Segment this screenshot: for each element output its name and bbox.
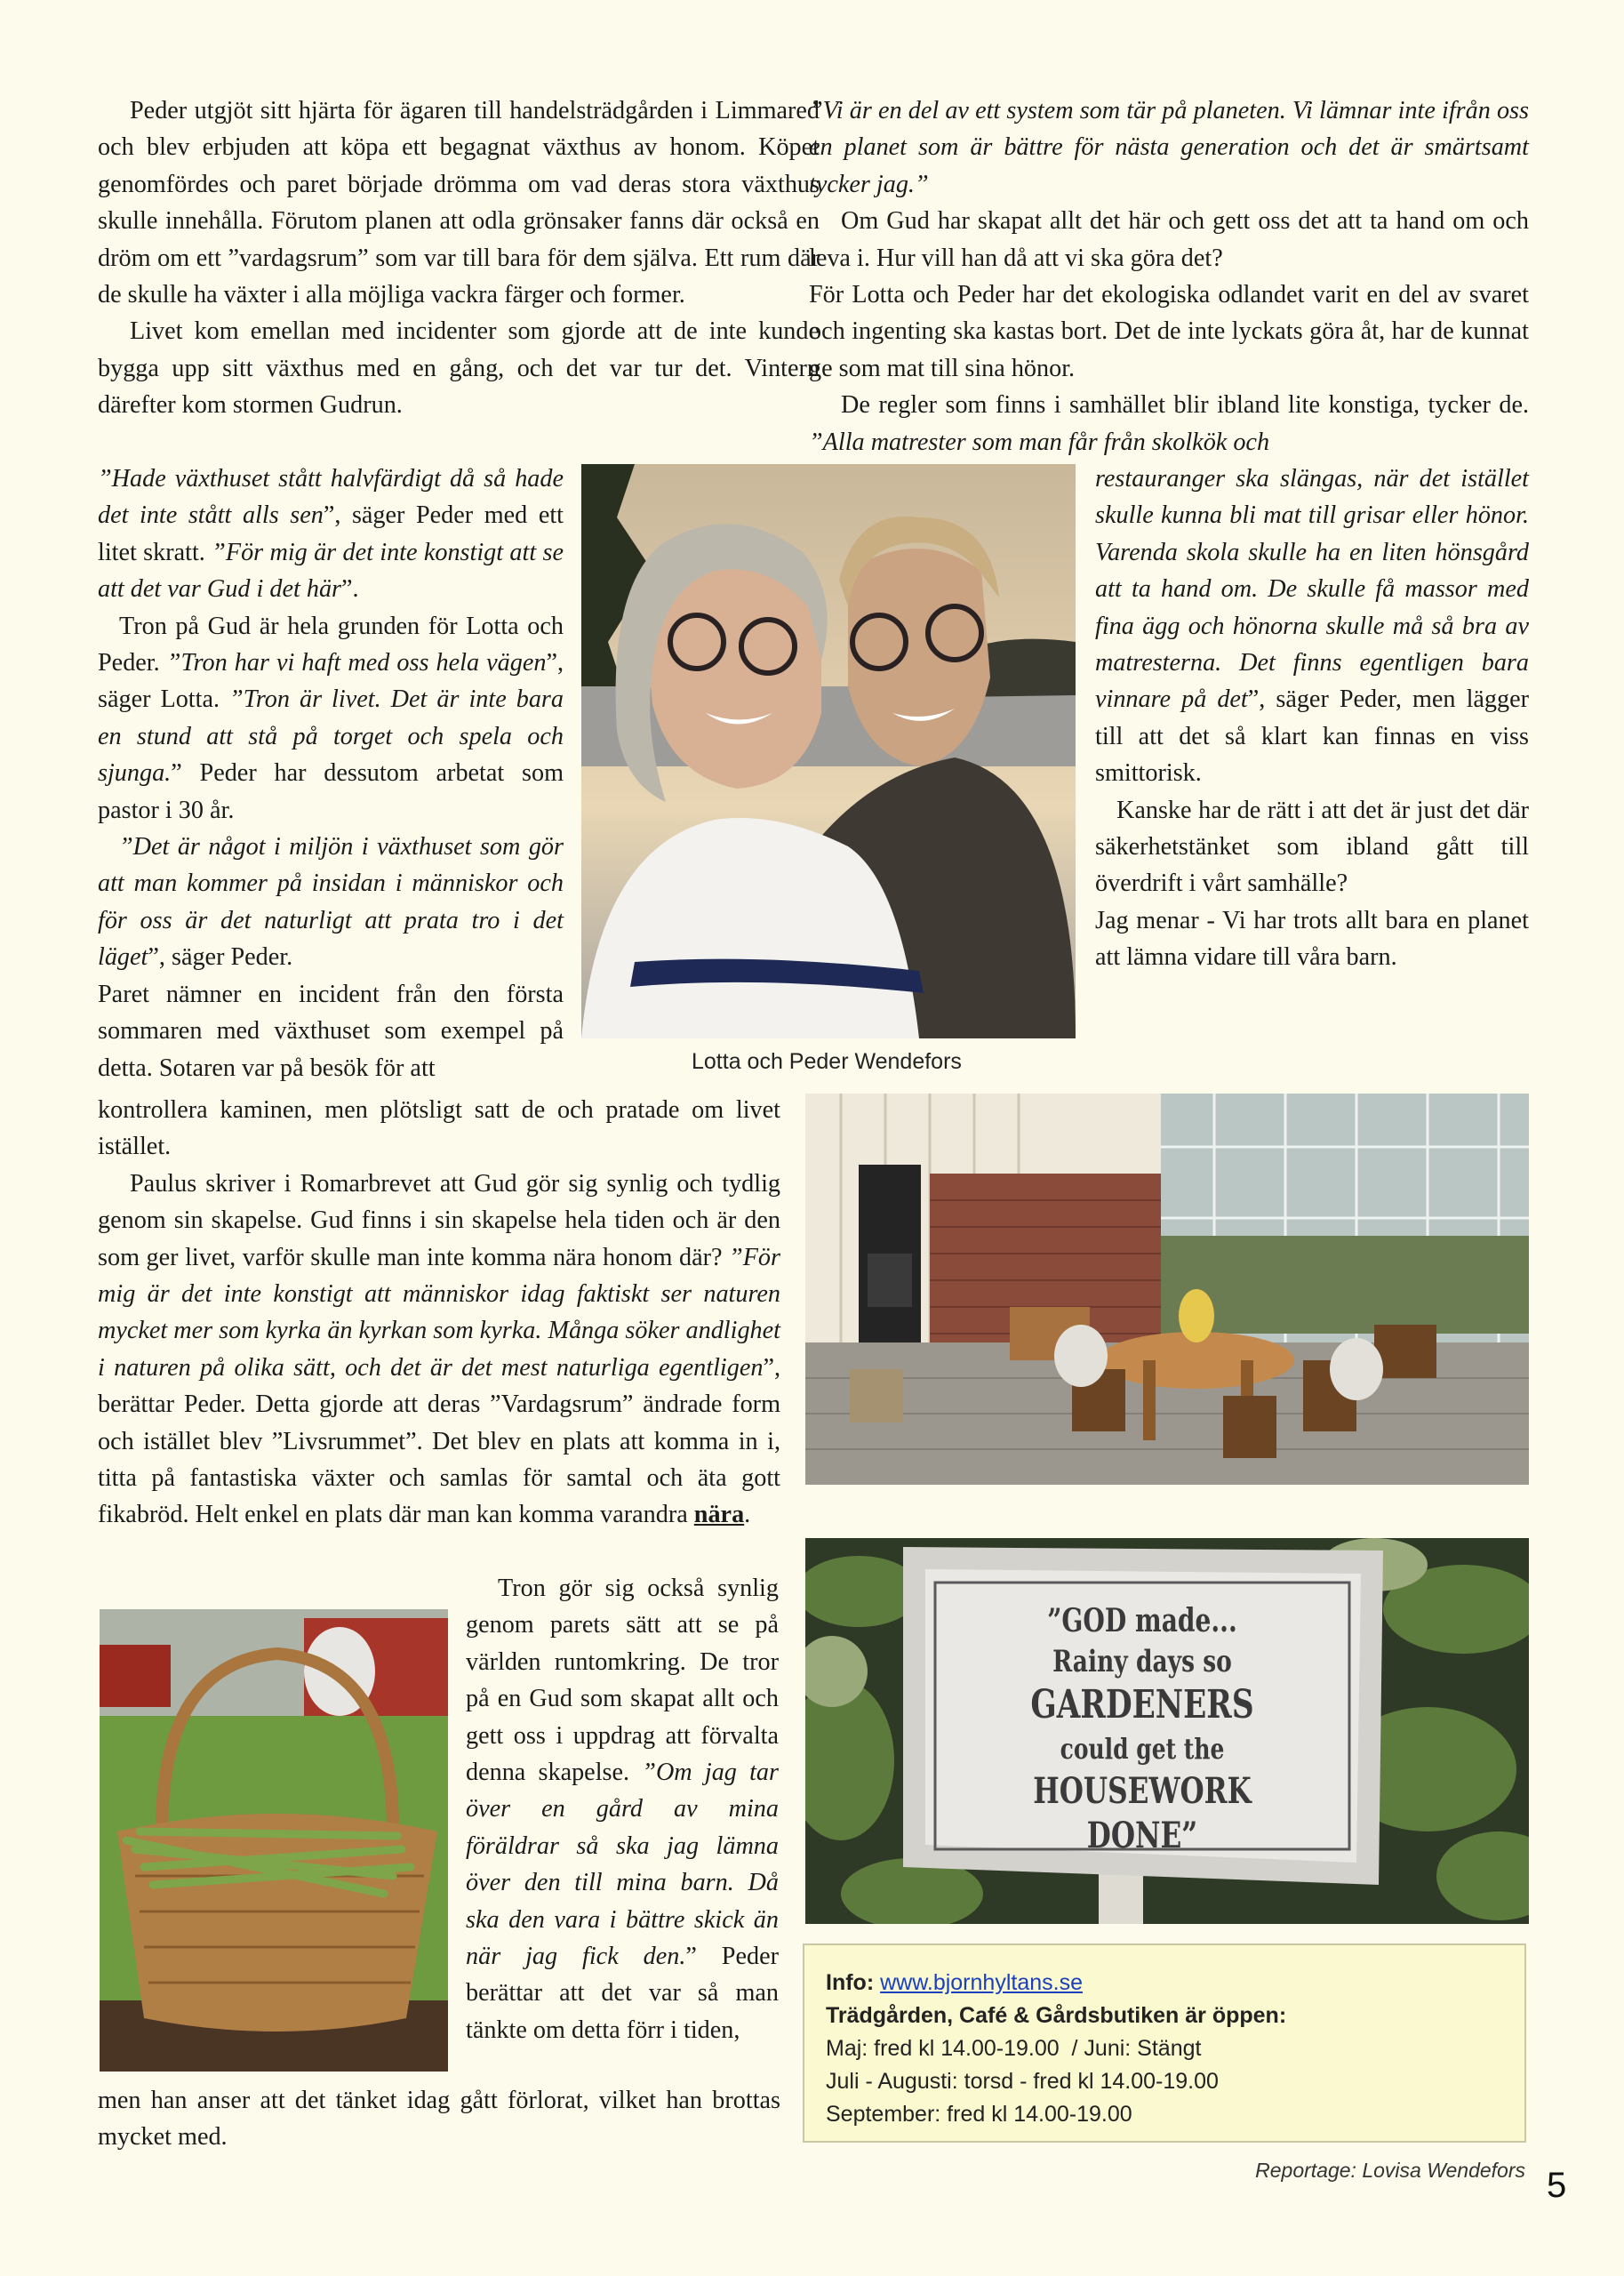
text: ”, säger Lotta. bbox=[98, 649, 564, 714]
text: ” Peder har dessutom arbetat som pastor i 30 år. bbox=[98, 759, 564, 824]
sign-line: could get the bbox=[1060, 1732, 1225, 1766]
quote: restauranger ska slängas, när det istället skulle kunna bli mat till grisar eller hönor. Varenda skola skulle ha en liten hönsgård att ta hand om. De skulle få massor med fina ägg och hönorna skulle må så bra av matresterna. Det finns egentligen bara vinnare på det bbox=[1095, 465, 1529, 714]
paragraph: För Lotta och Peder har det ekologiska odlandet varit en del av svaret och ingenting ska kastas bort. Det de inte lyckats göra åt, har de kunnat ge som mat till sina hönor. bbox=[809, 281, 1529, 382]
col1-top-text bbox=[98, 92, 820, 424]
quote: ”Alla matrester som man får från skolkök och bbox=[809, 428, 1270, 456]
text: Paulus skriver i Romarbrevet att Gud gör sig synlig och tydlig genom sin skapelse. Gud finns i sin skapelse hela tiden och är den som ger livet, varför skulle man inte komma nära honom där? bbox=[98, 1169, 780, 1271]
opening-hours-line: September: fred kl 14.00-19.00 bbox=[826, 2102, 1132, 2127]
col2-narrow-text bbox=[1095, 461, 1529, 976]
opening-hours-line: Juli - Augusti: torsd - fred kl 14.00-19.00 bbox=[826, 2069, 1219, 2094]
page-number: 5 bbox=[1547, 2166, 1567, 2205]
sign-line: ”GOD made... bbox=[1047, 1602, 1237, 1639]
paragraph: Om Gud har skapat allt det här och gett oss det att ta hand om och leva i. Hur vill han då att vi ska göra det? bbox=[809, 207, 1529, 272]
col1-beside-couple-photo bbox=[98, 461, 564, 1086]
sign-line: HOUSEWORK DONE” bbox=[1033, 1770, 1252, 1856]
text: Tron gör sig också synlig genom parets sätt att se på världen runtomkring. De tror på en Gud som skapat allt och gett oss i uppdrag att förvalta denna skapelse. bbox=[466, 1575, 779, 1787]
quote: ”Tron är livet. Det är inte bara en stund att stå på torget och spela och sjunga. bbox=[98, 685, 564, 788]
sign-line: GARDENERS bbox=[1030, 1682, 1254, 1727]
text: . bbox=[744, 1501, 751, 1529]
col1-wide-text bbox=[98, 1092, 780, 1534]
col1-bottom-text bbox=[98, 2082, 780, 2156]
paragraph: Peder utgjöt sitt hjärta för ägaren till handelsträdgården i Limmared och blev erbjuden att köpa ett begagnat växthus av honom. Köpet genomfördes och paret började drömma om vad deras stora växthus skulle innehålla. Förutom planen att odla grönsaker fanns där också en dröm om ett ”vardagsrum” som var till bara för dem själva. Ett rum där de skulle ha växter i alla möjliga vackra färger och former. bbox=[98, 97, 820, 309]
paragraph: men han anser att det tänket idag gått förlorat, vilket han brottas mycket med. bbox=[98, 2087, 780, 2152]
emphasis: nära bbox=[693, 1501, 745, 1529]
info-box bbox=[803, 1943, 1526, 2143]
sign-text bbox=[980, 1600, 1306, 1858]
paragraph bbox=[98, 829, 564, 976]
paragraph: Livet kom emellan med incidenter som gjorde att de inte kunde bygga upp sitt växthus med en gång, och det var tur det. Vintern därefter kom stormen Gudrun. bbox=[98, 317, 820, 420]
paragraph: Jag menar - Vi har trots allt bara en planet att lämna vidare till våra barn. bbox=[1095, 906, 1529, 972]
greenhouse-photo bbox=[805, 1094, 1529, 1485]
paragraph bbox=[466, 1570, 779, 2048]
paragraph bbox=[98, 608, 564, 829]
quote: ”För mig är det inte konstigt att människor idag faktiskt ser naturen mycket mer som kyrka än kyrkan som kyrka. Många söker andlighet i naturen på olika sätt, och det är det mest naturliga egentligen bbox=[98, 1243, 780, 1382]
photo-caption: Lotta och Peder Wendefors bbox=[692, 1049, 962, 1074]
asparagus-basket-photo bbox=[100, 1609, 448, 2072]
couple-photo bbox=[581, 464, 1076, 1038]
paragraph bbox=[809, 92, 1529, 203]
text: ”. bbox=[341, 575, 359, 604]
opening-hours-heading: Trädgården, Café & Gårdsbutiken är öppen: bbox=[826, 2003, 1287, 2028]
paragraph bbox=[98, 1166, 780, 1534]
col2-top-text bbox=[809, 92, 1529, 461]
text: Tron på Gud är hela grunden för Lotta och Peder. bbox=[98, 612, 564, 677]
text: ”, säger Peder. bbox=[148, 943, 293, 972]
text: ” Peder berättar att det var så man tänkte om detta förr i tiden, bbox=[466, 1943, 779, 2044]
text: ”, säger Peder, men lägger till att det så klart kan finnas en viss smittorisk. bbox=[1095, 685, 1529, 788]
paragraph bbox=[98, 461, 564, 608]
reportage-credit: Reportage: Lovisa Wendefors bbox=[1255, 2159, 1525, 2182]
text: De regler som finns i samhället blir ibland lite konstiga, tycker de. bbox=[841, 391, 1529, 420]
text: ”, berättar Peder. Detta gjorde att deras ”Vardagsrum” ändrade form och istället blev ”Livsrummet”. Det blev en plats att komma in i, titta på fantastiska växter och samlas för samtal och äta gott fikabröd. Helt enkel en plats där man kan komma varandra bbox=[98, 1353, 780, 1529]
opening-hours-line: Maj: fred kl 14.00-19.00 / Juni: Stängt bbox=[826, 2036, 1202, 2061]
text: ”, säger Peder med ett litet skratt. bbox=[98, 501, 564, 566]
col1-beside-basket bbox=[466, 1570, 779, 2048]
paragraph: kontrollera kaminen, men plötsligt satt de och pratade om livet istället. bbox=[98, 1096, 780, 1161]
info-label: Info: bbox=[826, 1970, 875, 1995]
website-link[interactable]: www.bjornhyltans.se bbox=[880, 1970, 1083, 1995]
quote: ”Om jag tar över en gård av mina föräldrar så ska jag lämna över den till mina barn. Då ska den vara i bättre skick än när jag fick den. bbox=[466, 1759, 779, 1971]
paragraph bbox=[809, 387, 1529, 461]
quote: ”Tron har vi haft med oss hela vägen bbox=[166, 649, 547, 677]
paragraph: Kanske har de rätt i att det är just det där säkerhetstänket som ibland gått till överdrift i vårt samhälle? bbox=[1095, 796, 1529, 898]
info-url-line bbox=[826, 1967, 1505, 2000]
paragraph bbox=[1095, 461, 1529, 792]
quote: ”Vi är en del av ett system som tär på planeten. Vi lämnar inte ifrån oss en planet som är bättre för nästa generation och det är smärtsamt tycker jag.” bbox=[809, 97, 1529, 198]
sign-line: Rainy days so bbox=[1052, 1644, 1232, 1679]
quote: ”Det är något i miljön i växthuset som gör att man kommer på insidan i människor och för oss är det naturligt att prata tro i det läget bbox=[98, 833, 564, 972]
quote: ”För mig är det inte konstigt att se att det var Gud i det här bbox=[98, 538, 564, 604]
paragraph: Paret nämner en incident från den första sommaren med växthuset som exempel på detta. Sotaren var på besök för att bbox=[98, 980, 564, 1082]
quote: ”Hade växthuset stått halvfärdigt då så hade det inte stått alls sen bbox=[98, 465, 564, 530]
